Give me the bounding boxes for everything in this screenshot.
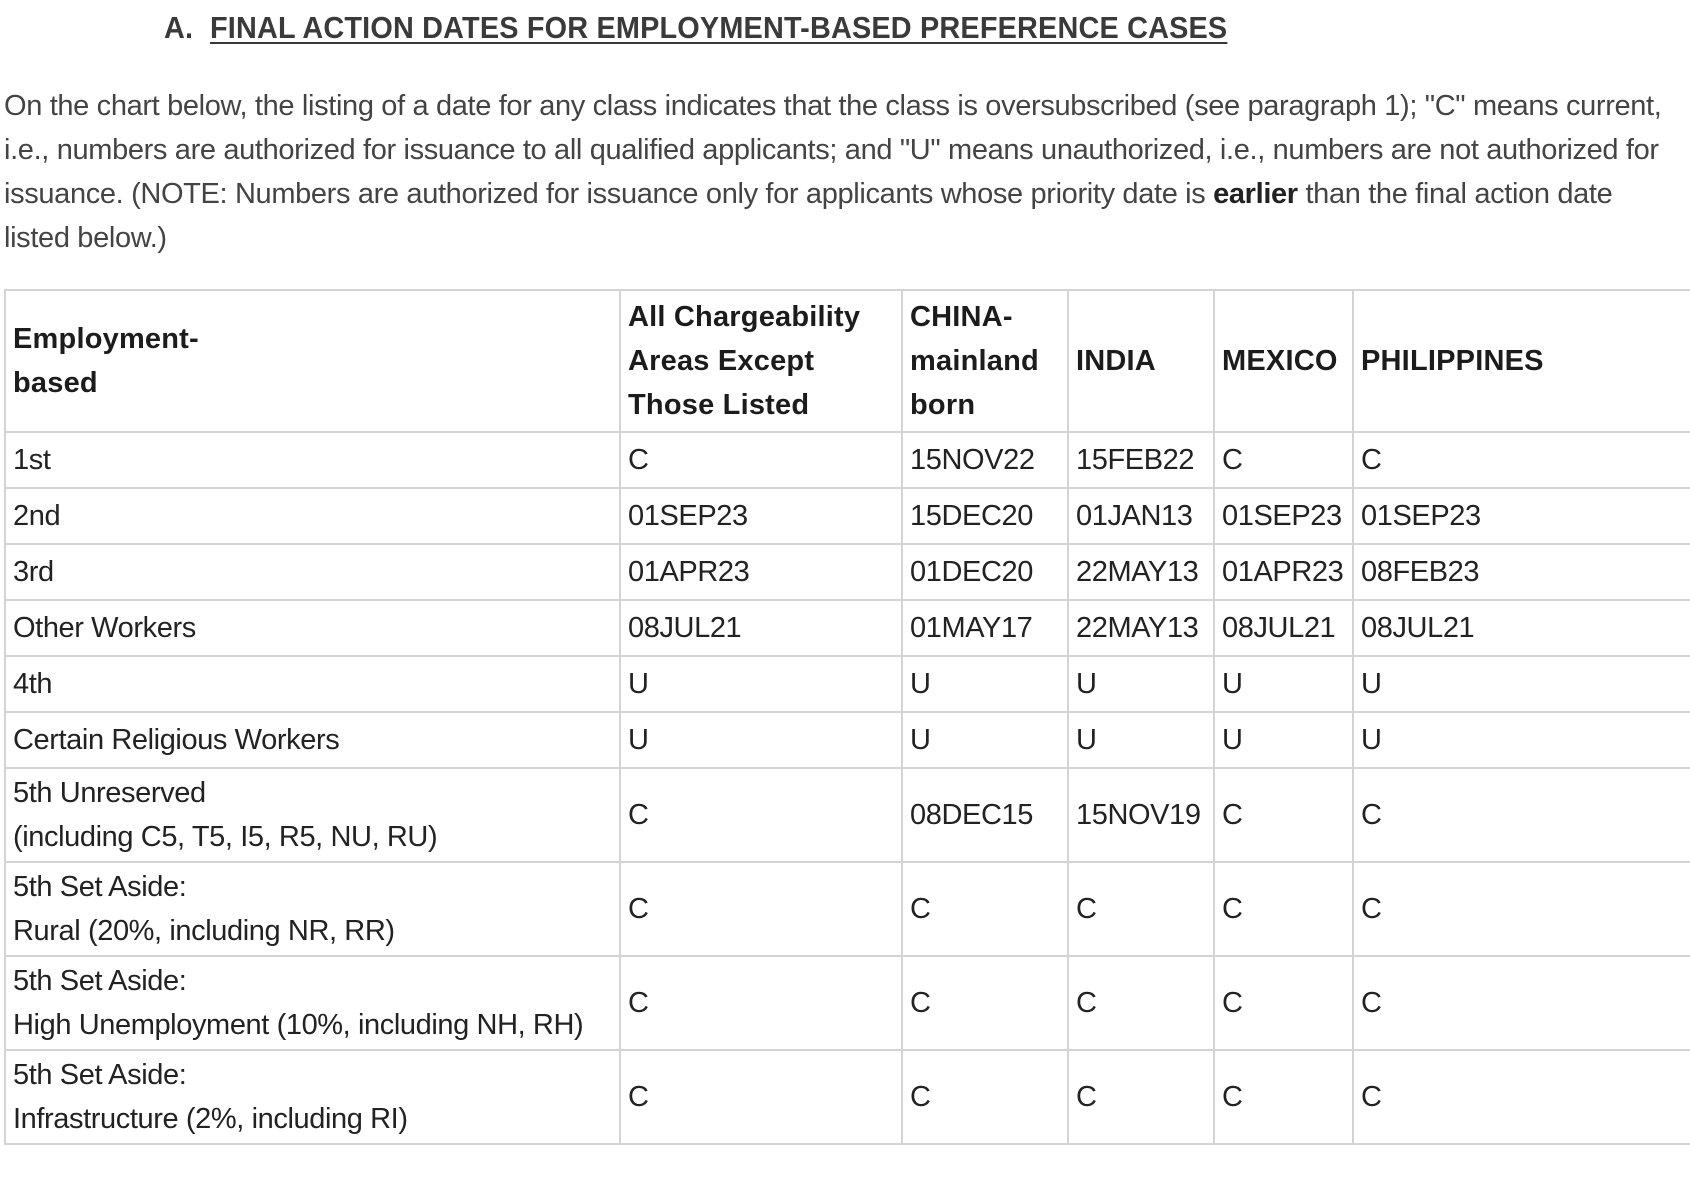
cell-china: U (902, 712, 1068, 768)
cell-china: 15NOV22 (902, 432, 1068, 488)
header-all-chargeability: All Chargeability Areas Except Those Listed (620, 290, 902, 432)
table-row (5, 544, 1690, 600)
cell-india: U (1068, 656, 1214, 712)
cell-india: C (1068, 862, 1214, 956)
cell-mexico: C (1214, 862, 1353, 956)
row-label: 4th (5, 656, 620, 712)
row-label: Other Workers (5, 600, 620, 656)
cell-all-chargeability: C (620, 768, 902, 862)
cell-india: C (1068, 1050, 1214, 1144)
cell-india: C (1068, 956, 1214, 1050)
row-label: 5th Set Aside: Rural (20%, including NR, RR) (5, 862, 620, 956)
cell-philippines: 08JUL21 (1353, 600, 1690, 656)
final-action-dates-table (4, 289, 1690, 1145)
section-letter: A. (164, 10, 194, 45)
header-india: INDIA (1068, 290, 1214, 432)
header-china: CHINA- mainland born (902, 290, 1068, 432)
cell-mexico: C (1214, 432, 1353, 488)
row-label: 2nd (5, 488, 620, 544)
cell-india: 15NOV19 (1068, 768, 1214, 862)
intro-text-end: than the final action date listed below.) (4, 178, 1613, 254)
header-mexico: MEXICO (1214, 290, 1353, 432)
cell-philippines: U (1353, 656, 1690, 712)
cell-all-chargeability: C (620, 1050, 902, 1144)
cell-mexico: C (1214, 1050, 1353, 1144)
cell-mexico: U (1214, 712, 1353, 768)
row-label: 5th Set Aside: Infrastructure (2%, including RI) (5, 1050, 620, 1144)
cell-mexico: C (1214, 768, 1353, 862)
cell-india: 01JAN13 (1068, 488, 1214, 544)
table-header-row (5, 290, 1690, 432)
intro-paragraph (4, 84, 1684, 260)
table-row (5, 768, 1690, 862)
table-row (5, 956, 1690, 1050)
cell-mexico: C (1214, 956, 1353, 1050)
row-label: 5th Set Aside: High Unemployment (10%, including NH, RH) (5, 956, 620, 1050)
cell-all-chargeability: 01APR23 (620, 544, 902, 600)
cell-philippines: C (1353, 768, 1690, 862)
cell-all-chargeability: 01SEP23 (620, 488, 902, 544)
cell-china: 15DEC20 (902, 488, 1068, 544)
section-title: FINAL ACTION DATES FOR EMPLOYMENT-BASED PREFERENCE CASES (209, 10, 1228, 45)
cell-india: 15FEB22 (1068, 432, 1214, 488)
cell-all-chargeability: U (620, 656, 902, 712)
cell-india: U (1068, 712, 1214, 768)
table-body (5, 432, 1690, 1144)
cell-mexico: 01SEP23 (1214, 488, 1353, 544)
cell-india: 22MAY13 (1068, 544, 1214, 600)
cell-mexico: 01APR23 (1214, 544, 1353, 600)
cell-all-chargeability: C (620, 432, 902, 488)
table-row (5, 656, 1690, 712)
cell-china: C (902, 862, 1068, 956)
row-label: 3rd (5, 544, 620, 600)
section-heading (164, 10, 1227, 46)
table-row (5, 432, 1690, 488)
cell-philippines: C (1353, 956, 1690, 1050)
cell-philippines: 01SEP23 (1353, 488, 1690, 544)
cell-china: 01DEC20 (902, 544, 1068, 600)
table-row (5, 488, 1690, 544)
cell-mexico: 08JUL21 (1214, 600, 1353, 656)
cell-china: C (902, 1050, 1068, 1144)
cell-china: 01MAY17 (902, 600, 1068, 656)
row-label: 1st (5, 432, 620, 488)
intro-text: On the chart below, the listing of a date for any class indicates that the class is oversubscribed (see paragraph 1); "C" means current, i.e., numbers are authorized for issuance to all qualified applicants; and "U" means unauthorized, i.e., numbers are not authorized for issuance. (NOTE: Numbers are authorized for issuance only for applicants whose priority date is (4, 90, 1662, 210)
cell-mexico: U (1214, 656, 1353, 712)
cell-philippines: C (1353, 1050, 1690, 1144)
row-label: 5th Unreserved (including C5, T5, I5, R5, NU, RU) (5, 768, 620, 862)
header-employment-based: Employment- based (5, 290, 620, 432)
cell-philippines: U (1353, 712, 1690, 768)
cell-all-chargeability: 08JUL21 (620, 600, 902, 656)
table-row (5, 862, 1690, 956)
table-row (5, 712, 1690, 768)
cell-philippines: C (1353, 432, 1690, 488)
intro-bold-earlier: earlier (1213, 178, 1298, 210)
table-row (5, 1050, 1690, 1144)
header-philippines: PHILIPPINES (1353, 290, 1690, 432)
cell-philippines: C (1353, 862, 1690, 956)
cell-all-chargeability: C (620, 956, 902, 1050)
cell-china: 08DEC15 (902, 768, 1068, 862)
cell-all-chargeability: C (620, 862, 902, 956)
cell-all-chargeability: U (620, 712, 902, 768)
cell-philippines: 08FEB23 (1353, 544, 1690, 600)
cell-china: U (902, 656, 1068, 712)
cell-china: C (902, 956, 1068, 1050)
table-row (5, 600, 1690, 656)
cell-india: 22MAY13 (1068, 600, 1214, 656)
row-label: Certain Religious Workers (5, 712, 620, 768)
